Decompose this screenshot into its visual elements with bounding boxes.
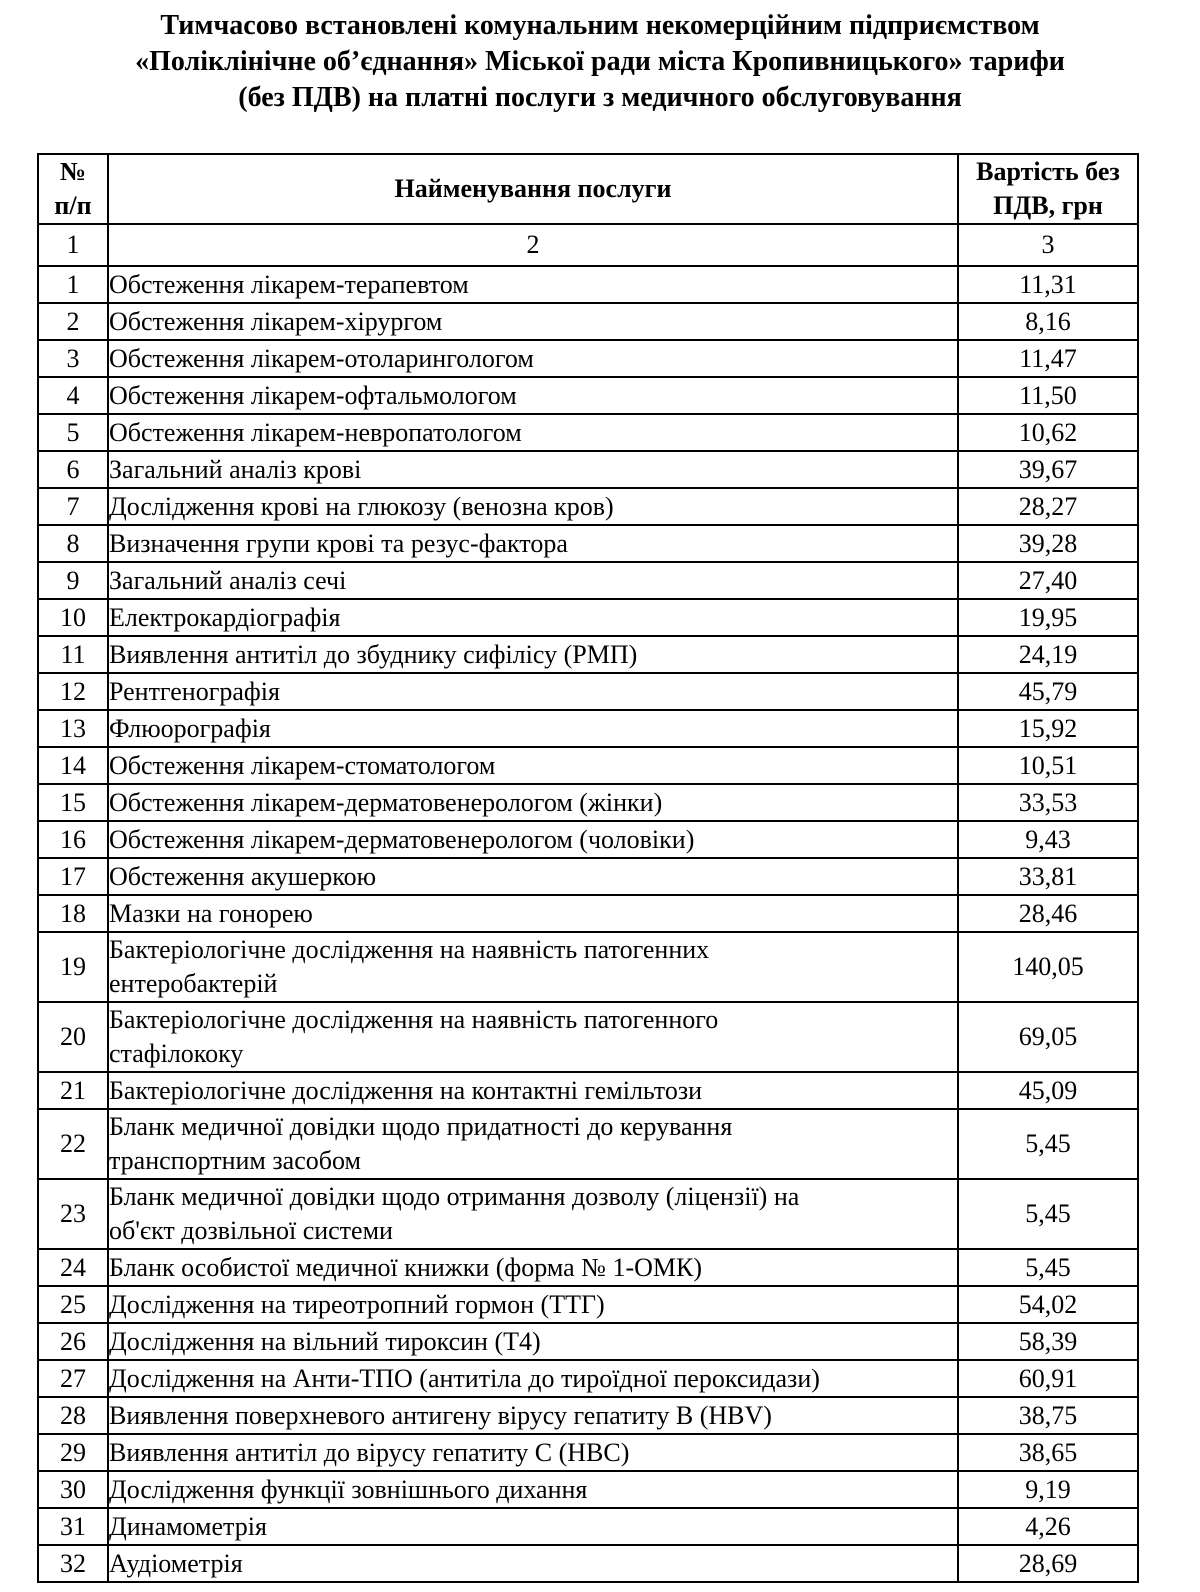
service-name-line-2: об'єкт дозвільної системи (109, 1216, 393, 1245)
service-name-line-2: стафілококу (109, 1039, 244, 1068)
service-name: Обстеження лікарем-невропатологом (108, 414, 958, 451)
service-name-line-2: ентеробактерій (109, 969, 278, 998)
table-row (38, 488, 1138, 525)
service-name: Дослідження функції зовнішнього дихання (108, 1471, 958, 1508)
service-name: Динамометрія (108, 1508, 958, 1545)
row-number: 23 (38, 1179, 108, 1249)
row-number: 8 (38, 525, 108, 562)
table-row (38, 636, 1138, 673)
row-number: 24 (38, 1249, 108, 1286)
service-name (108, 1179, 958, 1249)
row-number: 19 (38, 932, 108, 1002)
table-row (38, 895, 1138, 932)
row-number: 26 (38, 1323, 108, 1360)
service-price: 9,19 (958, 1471, 1138, 1508)
service-price: 5,45 (958, 1179, 1138, 1249)
service-name: Обстеження лікарем-стоматологом (108, 747, 958, 784)
service-name: Обстеження лікарем-дерматовенерологом (чоловіки) (108, 821, 958, 858)
row-number: 20 (38, 1002, 108, 1072)
row-number: 9 (38, 562, 108, 599)
row-number: 7 (38, 488, 108, 525)
table-body (38, 266, 1138, 1582)
row-number: 25 (38, 1286, 108, 1323)
service-price: 33,81 (958, 858, 1138, 895)
service-name: Обстеження лікарем-отоларингологом (108, 340, 958, 377)
table-row (38, 821, 1138, 858)
row-number: 10 (38, 599, 108, 636)
service-name-line-1: Бактеріологічне дослідження на наявність патогенного (109, 1005, 719, 1034)
row-number: 22 (38, 1109, 108, 1179)
row-number: 14 (38, 747, 108, 784)
service-price: 38,75 (958, 1397, 1138, 1434)
table-row (38, 1397, 1138, 1434)
service-name: Обстеження лікарем-офтальмологом (108, 377, 958, 414)
table-row (38, 1179, 1138, 1249)
row-number: 13 (38, 710, 108, 747)
service-price: 140,05 (958, 932, 1138, 1002)
title-line-2: «Поліклінічне об’єднання» Міської ради міста Кропивницького» тарифи (135, 46, 1065, 77)
table-row (38, 710, 1138, 747)
header-service-name: Найменування послуги (108, 154, 958, 224)
row-number: 21 (38, 1072, 108, 1109)
row-number: 28 (38, 1397, 108, 1434)
service-name: Виявлення поверхневого антигену вірусу гепатиту В (HBV) (108, 1397, 958, 1434)
service-name-line-1: Бланк медичної довідки щодо отримання дозволу (ліцензії) на (109, 1182, 800, 1211)
service-price: 38,65 (958, 1434, 1138, 1471)
header-price-line-1: Вартість без (976, 157, 1120, 186)
service-price: 28,69 (958, 1545, 1138, 1582)
service-price: 28,46 (958, 895, 1138, 932)
table-row (38, 673, 1138, 710)
table-row (38, 340, 1138, 377)
title-line-1: Тимчасово встановлені комунальним некомерційним підприємством (160, 10, 1040, 41)
table-row (38, 525, 1138, 562)
column-number-3: 3 (958, 224, 1138, 266)
row-number: 15 (38, 784, 108, 821)
service-name: Бланк особистої медичної книжки (форма № 1-ОМК) (108, 1249, 958, 1286)
service-price: 60,91 (958, 1360, 1138, 1397)
service-price: 39,28 (958, 525, 1138, 562)
table-row (38, 414, 1138, 451)
service-price: 33,53 (958, 784, 1138, 821)
service-price: 10,51 (958, 747, 1138, 784)
column-number-1: 1 (38, 224, 108, 266)
service-price: 19,95 (958, 599, 1138, 636)
service-price: 11,50 (958, 377, 1138, 414)
row-number: 30 (38, 1471, 108, 1508)
service-name: Загальний аналіз сечі (108, 562, 958, 599)
service-name: Рентгенографія (108, 673, 958, 710)
row-number: 4 (38, 377, 108, 414)
header-price (958, 154, 1138, 224)
service-name: Флюорографія (108, 710, 958, 747)
service-name: Дослідження на Анти-ТПО (антитіла до тироїдної пероксидази) (108, 1360, 958, 1397)
service-price: 9,43 (958, 821, 1138, 858)
table-row (38, 1434, 1138, 1471)
service-price: 11,31 (958, 266, 1138, 303)
service-price: 27,40 (958, 562, 1138, 599)
service-name (108, 1002, 958, 1072)
table-row (38, 451, 1138, 488)
service-name: Дослідження крові на глюкозу (венозна кров) (108, 488, 958, 525)
row-number: 29 (38, 1434, 108, 1471)
service-name-line-1: Бланк медичної довідки щодо придатності до керування (109, 1112, 733, 1141)
service-name: Виявлення антитіл до збуднику сифілісу (РМП) (108, 636, 958, 673)
service-price: 54,02 (958, 1286, 1138, 1323)
table-row (38, 1323, 1138, 1360)
service-price: 4,26 (958, 1508, 1138, 1545)
service-price: 45,09 (958, 1072, 1138, 1109)
service-price: 45,79 (958, 673, 1138, 710)
service-name: Обстеження акушеркою (108, 858, 958, 895)
title-line-3: (без ПДВ) на платні послуги з медичного обслуговування (238, 82, 962, 113)
table-row (38, 1471, 1138, 1508)
service-name: Обстеження лікарем-дерматовенерологом (жінки) (108, 784, 958, 821)
table-row (38, 1249, 1138, 1286)
table-row (38, 1545, 1138, 1582)
service-price: 5,45 (958, 1109, 1138, 1179)
table-row (38, 858, 1138, 895)
service-name-line-1: Бактеріологічне дослідження на наявність патогенних (109, 935, 710, 964)
service-name: Електрокардіографія (108, 599, 958, 636)
service-price: 5,45 (958, 1249, 1138, 1286)
service-price: 69,05 (958, 1002, 1138, 1072)
row-number: 31 (38, 1508, 108, 1545)
table-row (38, 1002, 1138, 1072)
service-name: Обстеження лікарем-терапевтом (108, 266, 958, 303)
row-number: 1 (38, 266, 108, 303)
service-price: 11,47 (958, 340, 1138, 377)
header-number-line-2: п/п (54, 191, 92, 220)
service-name: Загальний аналіз крові (108, 451, 958, 488)
document-title (30, 8, 1170, 116)
table-row (38, 377, 1138, 414)
service-price: 58,39 (958, 1323, 1138, 1360)
header-number-line-1: № (59, 157, 87, 186)
row-number: 32 (38, 1545, 108, 1582)
service-price: 28,27 (958, 488, 1138, 525)
header-price-line-2: ПДВ, грн (993, 191, 1103, 220)
column-number-row (38, 224, 1138, 266)
row-number: 27 (38, 1360, 108, 1397)
header-number (38, 154, 108, 224)
service-name: Аудіометрія (108, 1545, 958, 1582)
service-name: Дослідження на вільний тироксин (Т4) (108, 1323, 958, 1360)
table-row (38, 784, 1138, 821)
row-number: 6 (38, 451, 108, 488)
table-row (38, 562, 1138, 599)
service-name: Виявлення антитіл до вірусу гепатиту С (HBC) (108, 1434, 958, 1471)
service-name (108, 932, 958, 1002)
service-price: 39,67 (958, 451, 1138, 488)
table-row (38, 1072, 1138, 1109)
row-number: 11 (38, 636, 108, 673)
row-number: 3 (38, 340, 108, 377)
service-price: 10,62 (958, 414, 1138, 451)
service-name: Бактеріологічне дослідження на контактні гемільтози (108, 1072, 958, 1109)
table-row (38, 1109, 1138, 1179)
table-row (38, 303, 1138, 340)
row-number: 17 (38, 858, 108, 895)
column-number-2: 2 (108, 224, 958, 266)
row-number: 16 (38, 821, 108, 858)
table-row (38, 932, 1138, 1002)
table-row (38, 266, 1138, 303)
service-name: Мазки на гонорею (108, 895, 958, 932)
service-price: 24,19 (958, 636, 1138, 673)
service-price: 15,92 (958, 710, 1138, 747)
row-number: 5 (38, 414, 108, 451)
table-header-row (38, 154, 1138, 224)
service-name: Обстеження лікарем-хірургом (108, 303, 958, 340)
table-row (38, 1360, 1138, 1397)
service-name (108, 1109, 958, 1179)
table-row (38, 599, 1138, 636)
service-price: 8,16 (958, 303, 1138, 340)
table-row (38, 747, 1138, 784)
tariffs-table (37, 153, 1139, 1583)
service-name-line-2: транспортним засобом (109, 1146, 361, 1175)
table-row (38, 1286, 1138, 1323)
row-number: 12 (38, 673, 108, 710)
row-number: 2 (38, 303, 108, 340)
service-name: Визначення групи крові та резус-фактора (108, 525, 958, 562)
service-name: Дослідження на тиреотропний гормон (ТТГ) (108, 1286, 958, 1323)
row-number: 18 (38, 895, 108, 932)
table-row (38, 1508, 1138, 1545)
